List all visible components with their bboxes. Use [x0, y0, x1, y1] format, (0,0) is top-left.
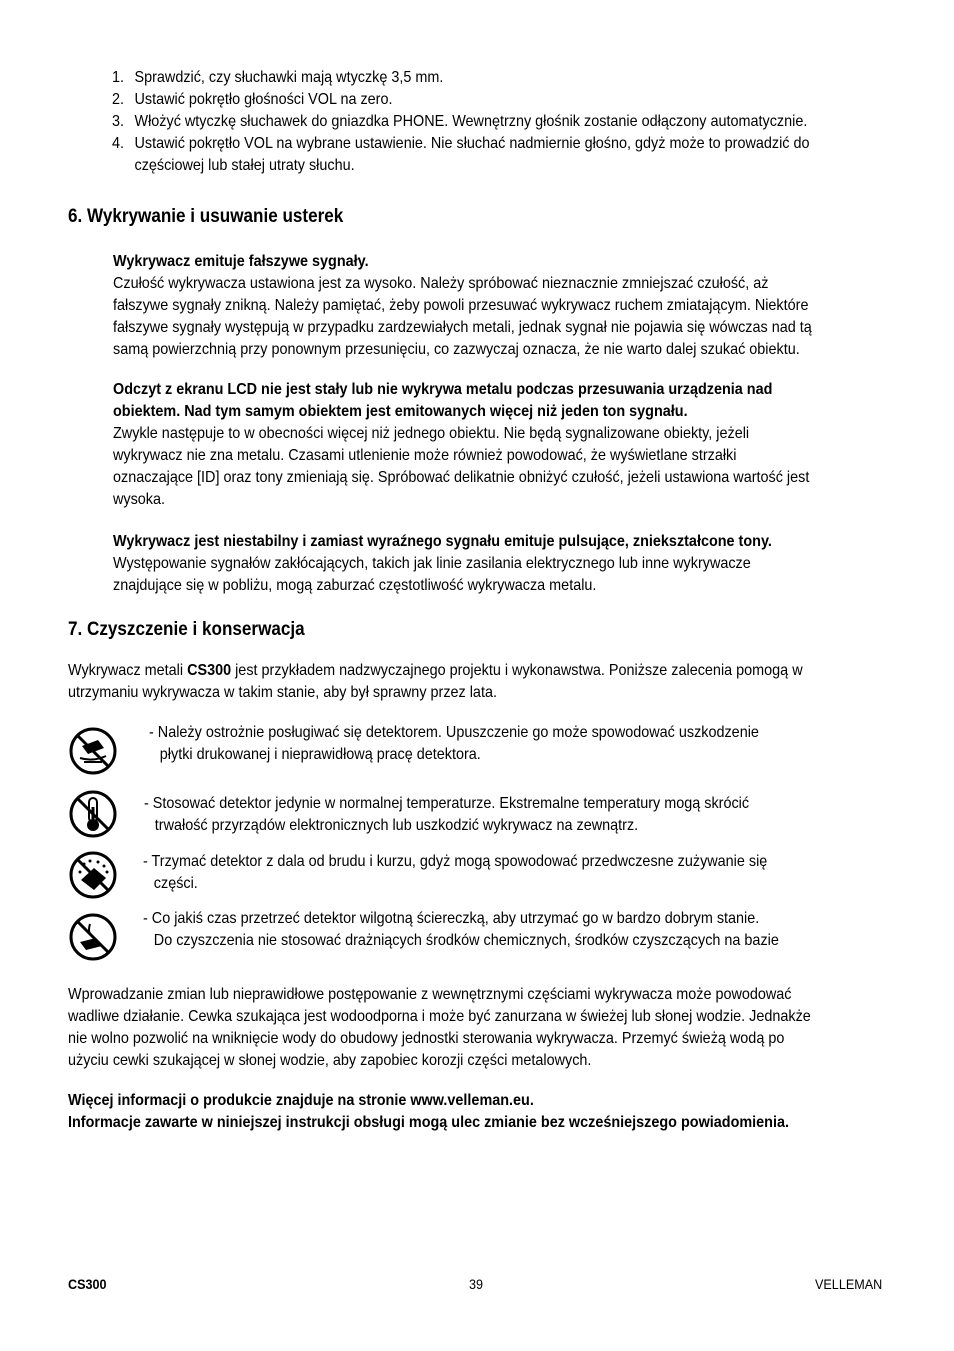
info-line: Więcej informacji o produkcie znajduje na stronie www.velleman.eu.: [68, 1092, 534, 1109]
list-item: [112, 67, 810, 89]
intro-text: jest przykładem nadzwyczajnego projektu i wykonawstwa. Poniższe zalecenia pomogą w: [231, 662, 803, 679]
section-heading-cleaning: 7. Czyszczenie i konserwacja: [68, 619, 305, 640]
item-title: obiektem. Nad tym samym obiektem jest emitowanych więcej niż jeden ton sygnału.: [113, 403, 688, 420]
step-text: Ustawić pokrętło VOL na wybrane ustawienie. Nie słuchać nadmiernie głośno, gdyż może to prowadzić do: [134, 135, 810, 152]
step-number: 3.: [112, 113, 125, 130]
caution-text: trwałość przyrządów elektronicznych lub uszkodzić wykrywacz na zewnątrz.: [154, 817, 639, 834]
step-text: Włożyć wtyczkę słuchawek do gniazdka PHONE. Wewnętrzny głośnik zostanie odłączony automatycznie.: [134, 113, 808, 130]
step-text: Ustawić pokrętło głośności VOL na zero.: [134, 91, 393, 108]
item-body-line: wykrywacz nie zna metalu. Czasami utlenienie może również powodować, że wyświetlane strzałki: [113, 447, 737, 464]
caution-dust: [143, 851, 767, 895]
caution-cleaning: [143, 908, 779, 952]
caution-text: - Co jakiś czas przetrzeć detektor wilgotną ściereczką, aby utrzymać go w bardzo dobrym stanie.: [143, 910, 760, 927]
warning-line: Wprowadzanie zmian lub nieprawidłowe postępowanie z wewnętrznymi częściami wykrywacza może powodować: [68, 986, 792, 1003]
caution-text: części.: [153, 875, 198, 892]
step-text: Sprawdzić, czy słuchawki mają wtyczkę 3,5 mm.: [134, 69, 444, 86]
caution-temperature: [144, 793, 749, 837]
step-text-continued: częściowej lub stałej utraty słuchu.: [134, 157, 355, 174]
list-item: [112, 133, 810, 177]
intro-text: utrzymaniu wykrywacza w takim stanie, aby był sprawny przez lata.: [68, 684, 497, 701]
item-body-line: Czułość wykrywacza ustawiona jest za wysoko. Należy spróbować nieznacznie zmniejszać czułość, aż: [113, 275, 769, 292]
warning-line: nie wolno pozwolić na wniknięcie wody do obudowy jednostki sterowania wykrywacza. Przemyć świeżą wodą po: [68, 1030, 785, 1047]
caution-text: - Stosować detektor jedynie w normalnej temperaturze. Ekstremalne temperatury mogą skrócić: [144, 795, 750, 812]
caution-text: - Trzymać detektor z dala od brudu i kurzu, gdyż mogą spowodować przedwczesne zużywanie się: [143, 853, 768, 870]
troubleshoot-item-pulsing-tones: [113, 531, 772, 597]
list-item: [112, 89, 810, 111]
item-body-line: Zwykle następuje to w obecności więcej niż jednego obiektu. Nie będą sygnalizowane obiekty, jeżeli: [113, 425, 750, 442]
intro-text: Wykrywacz metali: [68, 662, 188, 679]
footer-model: CS300: [68, 1276, 107, 1292]
section-heading-troubleshooting: 6. Wykrywanie i usuwanie usterek: [68, 206, 344, 227]
install-steps-list: [112, 67, 810, 177]
item-title: Wykrywacz jest niestabilny i zamiast wyraźnego sygnału emituje pulsujące, zniekształcone tony.: [113, 533, 772, 550]
item-body-line: oznaczające [ID] oraz tony zmieniają się. Spróbować delikatnie obniżyć czułość, jeżeli ustawiona wartość jest: [113, 469, 810, 486]
warning-line: wadliwe działanie. Cewka szukająca jest wodoodporna i może być zanurzana w świeżej lub słonej wodzie. Jednakże: [68, 1008, 811, 1025]
caution-text: - Należy ostrożnie posługiwać się detektorem. Upuszczenie go może spowodować uszkodzenie: [149, 724, 759, 741]
troubleshoot-item-unstable-lcd: [113, 379, 809, 511]
model-name: CS300: [187, 662, 232, 679]
caution-text: płytki drukowanej i nieprawidłową pracę detektora.: [159, 746, 481, 763]
troubleshoot-item-false-signals: [113, 251, 812, 361]
caution-handling: [149, 722, 759, 766]
warning-paragraph: [68, 984, 811, 1072]
item-body-line: samą powierzchnią przy ponownym przesunięciu, co zazwyczaj oznacza, że nie warto dalej szukać obiektu.: [113, 341, 800, 358]
info-notice: [68, 1090, 789, 1134]
no-dropping-icon: [68, 726, 118, 776]
caution-text: Do czyszczenia nie stosować drażniących środków chemicznych, środków czyszczących na bazie: [153, 932, 779, 949]
footer-page-number: 39: [469, 1276, 484, 1292]
item-body-line: znajdujące się w pobliżu, mogą zaburzać częstotliwość wykrywacza metalu.: [113, 577, 597, 594]
no-dust-icon: [68, 850, 118, 900]
warning-line: użyciu cewki szukającej w słonej wodzie, aby zapobiec korozji części metalowych.: [68, 1052, 592, 1069]
item-title: Odczyt z ekranu LCD nie jest stały lub nie wykrywa metalu podczas przesuwania urządzenia nad: [113, 381, 773, 398]
info-line: Informacje zawarte w niniejszej instrukcji obsługi mogą ulec zmianie bez wcześniejszego powiadomienia.: [68, 1114, 789, 1131]
no-chemicals-icon: [68, 912, 118, 962]
step-number: 2.: [112, 91, 125, 108]
step-number: 1.: [112, 69, 125, 86]
item-body-line: fałszywe sygnały występują w przypadku zardzewiałych metali, jednak sygnał nie pojawia się wówczas nad tą: [113, 319, 812, 336]
item-body-line: fałszywe sygnały znikną. Należy pamiętać, żeby powoli przesuwać wykrywacz ruchem zmiatającym. Niektóre: [113, 297, 809, 314]
item-title: Wykrywacz emituje fałszywe sygnały.: [113, 253, 369, 270]
no-extreme-temperature-icon: [68, 789, 118, 839]
step-number: 4.: [112, 135, 125, 152]
item-body-line: Występowanie sygnałów zakłócających, takich jak linie zasilania elektrycznego lub inne wykrywacze: [113, 555, 751, 572]
cleaning-intro: [68, 660, 803, 704]
list-item: [112, 111, 810, 133]
footer-brand: VELLEMAN: [815, 1276, 883, 1292]
item-body-line: wysoka.: [113, 491, 166, 508]
